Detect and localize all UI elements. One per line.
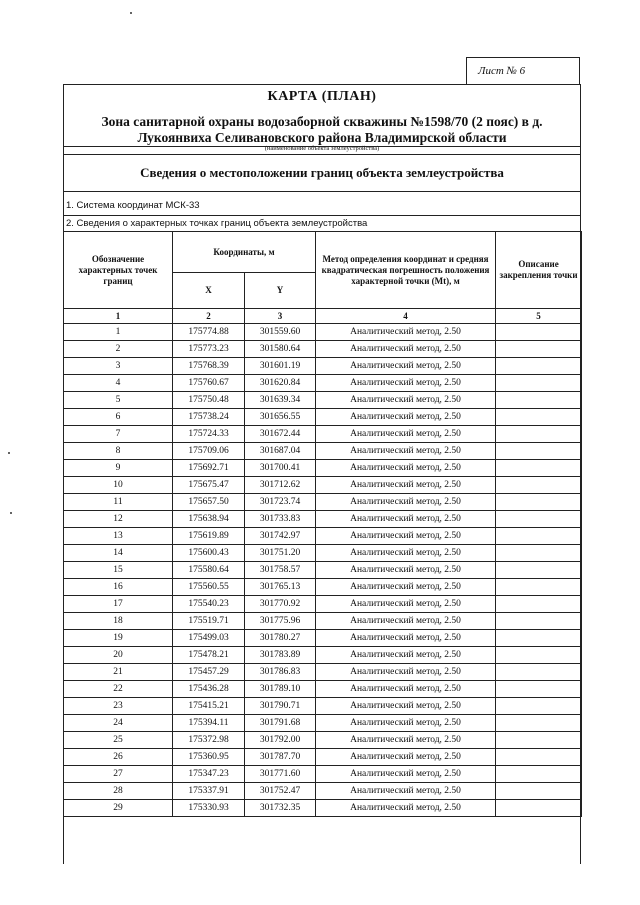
boundary-points-table [63,231,582,817]
coord-y: 301723.74 [245,494,316,511]
divider [63,215,581,216]
fixing-description [496,341,582,358]
column-number: 4 [316,309,496,324]
method: Аналитический метод, 2.50 [316,715,496,732]
point-number: 10 [64,477,173,494]
point-number: 2 [64,341,173,358]
method: Аналитический метод, 2.50 [316,341,496,358]
table-row [64,477,582,494]
header-point-designation: Обозначение характерных точек границ [64,232,173,309]
table-row [64,732,582,749]
document-title: КАРТА (ПЛАН) [267,89,377,104]
point-number: 16 [64,579,173,596]
coord-y: 301758.57 [245,562,316,579]
method: Аналитический метод, 2.50 [316,766,496,783]
table-row [64,681,582,698]
table-row [64,664,582,681]
coord-x: 175768.39 [173,358,245,375]
point-number: 22 [64,681,173,698]
document-subtitle [63,114,581,146]
method: Аналитический метод, 2.50 [316,443,496,460]
fixing-description [496,528,582,545]
coord-x: 175774.88 [173,324,245,341]
point-number: 26 [64,749,173,766]
coord-y: 301789.10 [245,681,316,698]
method: Аналитический метод, 2.50 [316,528,496,545]
point-number: 8 [64,443,173,460]
coord-x: 175692.71 [173,460,245,477]
method: Аналитический метод, 2.50 [316,800,496,817]
method: Аналитический метод, 2.50 [316,681,496,698]
fixing-description [496,375,582,392]
coord-x: 175580.64 [173,562,245,579]
header-y: Y [245,273,316,309]
point-number: 18 [64,613,173,630]
coord-x: 175619.89 [173,528,245,545]
method: Аналитический метод, 2.50 [316,579,496,596]
method: Аналитический метод, 2.50 [316,409,496,426]
fixing-description [496,460,582,477]
coord-y: 301687.04 [245,443,316,460]
point-number: 12 [64,511,173,528]
method: Аналитический метод, 2.50 [316,477,496,494]
coord-y: 301765.13 [245,579,316,596]
table-row [64,630,582,647]
coord-y: 301742.97 [245,528,316,545]
coord-x: 175540.23 [173,596,245,613]
fixing-description [496,562,582,579]
table-row [64,715,582,732]
fixing-description [496,630,582,647]
fixing-description [496,392,582,409]
method: Аналитический метод, 2.50 [316,426,496,443]
point-number: 4 [64,375,173,392]
fixing-description [496,783,582,800]
method: Аналитический метод, 2.50 [316,358,496,375]
divider [63,154,581,155]
table-row [64,494,582,511]
point-number: 6 [64,409,173,426]
header-fixing-description: Описание закрепления точки [496,232,582,309]
point-number: 19 [64,630,173,647]
table-row [64,341,582,358]
coord-x: 175675.47 [173,477,245,494]
point-number: 25 [64,732,173,749]
table-row [64,749,582,766]
coord-y: 301780.27 [245,630,316,647]
coord-y: 301559.60 [245,324,316,341]
point-number: 3 [64,358,173,375]
method: Аналитический метод, 2.50 [316,698,496,715]
point-number: 20 [64,647,173,664]
method: Аналитический метод, 2.50 [316,647,496,664]
table-row [64,375,582,392]
method: Аналитический метод, 2.50 [316,545,496,562]
point-number: 14 [64,545,173,562]
coord-y: 301786.83 [245,664,316,681]
coord-x: 175457.29 [173,664,245,681]
fixing-description [496,647,582,664]
point-number: 11 [64,494,173,511]
table-row [64,698,582,715]
coord-y: 301752.47 [245,783,316,800]
point-number: 5 [64,392,173,409]
fixing-description [496,477,582,494]
column-number: 2 [173,309,245,324]
point-number: 7 [64,426,173,443]
fixing-description [496,443,582,460]
coord-x: 175360.95 [173,749,245,766]
fixing-description [496,409,582,426]
method: Аналитический метод, 2.50 [316,749,496,766]
table-row [64,562,582,579]
fixing-description [496,732,582,749]
fixing-description [496,494,582,511]
coord-x: 175519.71 [173,613,245,630]
coord-x: 175600.43 [173,545,245,562]
coord-y: 301775.96 [245,613,316,630]
table-row [64,800,582,817]
fixing-description [496,715,582,732]
point-number: 24 [64,715,173,732]
fixing-description [496,698,582,715]
coord-x: 175724.33 [173,426,245,443]
coord-x: 175499.03 [173,630,245,647]
fixing-description [496,579,582,596]
coord-y: 301770.92 [245,596,316,613]
coord-y: 301656.55 [245,409,316,426]
object-name-note: (наименование объекта землеустройства) [264,145,380,152]
coord-x: 175478.21 [173,647,245,664]
header-coordinates: Координаты, м [173,232,316,273]
method: Аналитический метод, 2.50 [316,732,496,749]
table-row [64,426,582,443]
point-number: 17 [64,596,173,613]
table-row [64,324,582,341]
table-row [64,409,582,426]
coord-y: 301672.44 [245,426,316,443]
coord-y: 301790.71 [245,698,316,715]
fixing-description [496,511,582,528]
point-number: 15 [64,562,173,579]
point-number: 21 [64,664,173,681]
sheet-number: Лист № 6 [478,65,526,77]
subtitle-line-2: Лукоянвиха Селивановского района Владимирской области [137,130,507,145]
method: Аналитический метод, 2.50 [316,460,496,477]
method: Аналитический метод, 2.50 [316,630,496,647]
table-row [64,358,582,375]
table-row [64,545,582,562]
table-row [64,596,582,613]
coord-y: 301733.83 [245,511,316,528]
coord-y: 301787.70 [245,749,316,766]
coord-y: 301792.00 [245,732,316,749]
coord-x: 175657.50 [173,494,245,511]
coord-x: 175337.91 [173,783,245,800]
coord-y: 301751.20 [245,545,316,562]
fixing-description [496,766,582,783]
coord-x: 175330.93 [173,800,245,817]
header-x: X [173,273,245,309]
coord-x: 175436.28 [173,681,245,698]
points-caption: 2. Сведения о характерных точках границ объекта землеустройства [66,218,368,229]
point-number: 9 [64,460,173,477]
fixing-description [496,613,582,630]
point-number: 29 [64,800,173,817]
coord-y: 301732.35 [245,800,316,817]
table-row [64,443,582,460]
table-row [64,511,582,528]
point-number: 28 [64,783,173,800]
column-number: 5 [496,309,582,324]
fixing-description [496,545,582,562]
fixing-description [496,800,582,817]
table-row [64,392,582,409]
method: Аналитический метод, 2.50 [316,392,496,409]
coord-x: 175773.23 [173,341,245,358]
section-title: Сведения о местоположении границ объекта землеустройства [140,165,504,180]
coordinate-system: 1. Система координат МСК-33 [66,200,200,211]
coord-x: 175347.23 [173,766,245,783]
coord-y: 301639.34 [245,392,316,409]
coord-x: 175709.06 [173,443,245,460]
coord-y: 301700.41 [245,460,316,477]
table-row [64,579,582,596]
method: Аналитический метод, 2.50 [316,494,496,511]
coord-y: 301580.64 [245,341,316,358]
method: Аналитический метод, 2.50 [316,511,496,528]
scan-speck [130,12,132,14]
method: Аналитический метод, 2.50 [316,783,496,800]
scan-speck [8,452,10,454]
coord-x: 175750.48 [173,392,245,409]
method: Аналитический метод, 2.50 [316,596,496,613]
point-number: 27 [64,766,173,783]
divider [63,191,581,192]
coord-y: 301712.62 [245,477,316,494]
method: Аналитический метод, 2.50 [316,664,496,681]
coord-x: 175760.67 [173,375,245,392]
fixing-description [496,358,582,375]
fixing-description [496,681,582,698]
method: Аналитический метод, 2.50 [316,324,496,341]
coord-x: 175738.24 [173,409,245,426]
column-number: 1 [64,309,173,324]
coord-y: 301620.84 [245,375,316,392]
column-number: 3 [245,309,316,324]
coord-x: 175638.94 [173,511,245,528]
subtitle-line-1: Зона санитарной охраны водозаборной скважины №1598/70 (2 пояс) в д. [101,114,543,129]
coord-x: 175560.55 [173,579,245,596]
point-number: 23 [64,698,173,715]
coord-y: 301601.19 [245,358,316,375]
table-row [64,613,582,630]
coord-x: 175394.11 [173,715,245,732]
fixing-description [496,426,582,443]
method: Аналитический метод, 2.50 [316,613,496,630]
table-row [64,783,582,800]
table-row [64,528,582,545]
point-number: 1 [64,324,173,341]
header-method: Метод определения координат и средняя квадратическая погрешность положения характерной точки (Мt), м [316,232,496,309]
coord-y: 301783.89 [245,647,316,664]
fixing-description [496,749,582,766]
table-row [64,647,582,664]
table-row [64,766,582,783]
coord-x: 175415.21 [173,698,245,715]
point-number: 13 [64,528,173,545]
scan-speck [10,512,12,514]
table-row [64,460,582,477]
fixing-description [496,596,582,613]
method: Аналитический метод, 2.50 [316,562,496,579]
method: Аналитический метод, 2.50 [316,375,496,392]
coord-x: 175372.98 [173,732,245,749]
coord-y: 301771.60 [245,766,316,783]
fixing-description [496,324,582,341]
fixing-description [496,664,582,681]
coord-y: 301791.68 [245,715,316,732]
